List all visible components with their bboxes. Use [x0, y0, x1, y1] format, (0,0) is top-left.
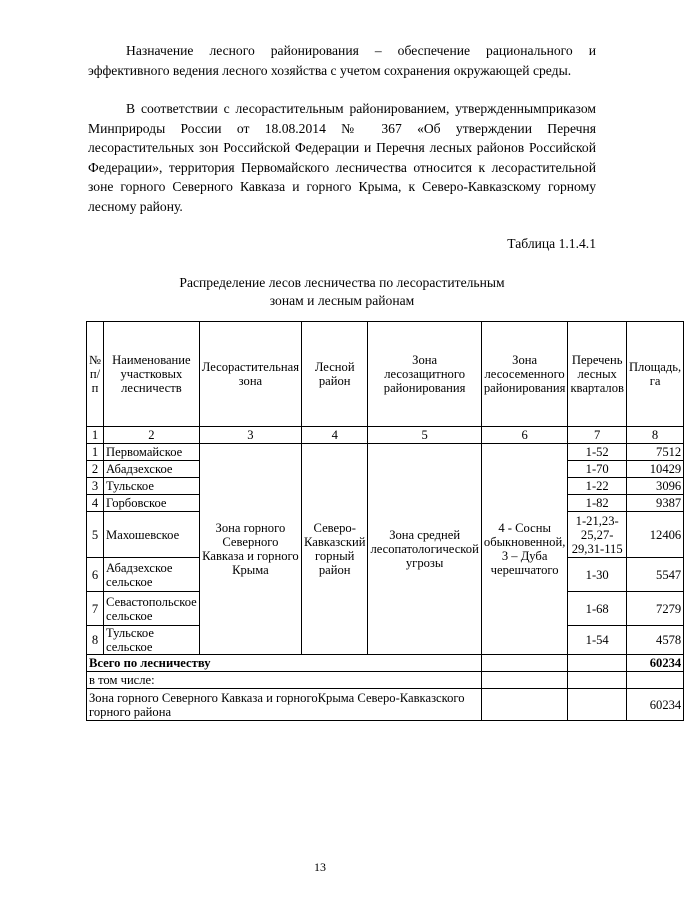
zone-row-label: Зона горного Северного Кавказа и горногоКрыма Северо-Кавказского горного района: [87, 689, 482, 721]
table-header-row: [87, 322, 684, 427]
total-label: Всего по лесничеству: [87, 655, 482, 672]
col-number: 2: [104, 427, 200, 444]
row-quarters: 1-30: [568, 558, 627, 592]
zone-row-area: 60234: [626, 689, 683, 721]
zone-row: [87, 689, 684, 721]
table-label: Таблица 1.1.4.1: [507, 236, 596, 251]
col-number: 7: [568, 427, 627, 444]
empty-cell: [626, 672, 683, 689]
row-area: 10429: [626, 461, 683, 478]
row-name: Тульское: [104, 478, 200, 495]
caption-line-2: зонам и лесным районам: [269, 293, 415, 308]
empty-cell: [481, 689, 568, 721]
row-num: 7: [87, 592, 104, 626]
column-number-row: [87, 427, 684, 444]
row-num: 8: [87, 626, 104, 655]
header-district: Лесной район: [302, 322, 368, 427]
header-quarters: Перечень лесных кварталов: [568, 322, 627, 427]
caption-line-1: Распределение лесов лесничества по лесорастительным: [179, 275, 505, 290]
col-number: 5: [368, 427, 481, 444]
row-quarters: 1-21,23-25,27-29,31-115: [568, 512, 627, 558]
row-quarters: 1-82: [568, 495, 627, 512]
row-quarters: 1-54: [568, 626, 627, 655]
row-num: 5: [87, 512, 104, 558]
row-quarters: 1-70: [568, 461, 627, 478]
header-zone: Лесорастительная зона: [199, 322, 301, 427]
col-number: 1: [87, 427, 104, 444]
row-quarters: 1-52: [568, 444, 627, 461]
header-protect: Зона лесозащитного районирования: [368, 322, 481, 427]
row-name: Горбовское: [104, 495, 200, 512]
row-area: 4578: [626, 626, 683, 655]
row-num: 1: [87, 444, 104, 461]
paragraph-zoning-decree: В соответствии с лесорастительным районированием, утвержденнымприказом Минприроды России от 18.08.2014 № 367 «Об утверждении Перечня лесорастительных зон Российской Федерации и Перечня лесных районов Российской Федерации», территория Первомайского лесничества относится к лесорастительной зоне горного Северного Кавказа и горного Крыма, к Северо-Кавказскому горному лесному району.: [88, 101, 596, 214]
row-num: 2: [87, 461, 104, 478]
total-area: 60234: [626, 655, 683, 672]
row-name: Абадзехское: [104, 461, 200, 478]
row-name: Первомайское: [104, 444, 200, 461]
row-area: 12406: [626, 512, 683, 558]
empty-cell: [568, 672, 627, 689]
forest-distribution-table: [86, 321, 684, 721]
empty-cell: [481, 672, 568, 689]
empty-cell: [568, 655, 627, 672]
row-quarters: 1-22: [568, 478, 627, 495]
paragraph-zoning-purpose: Назначение лесного районирования – обеспечение рационального и эффективного ведения лесного хозяйства с учетом сохранения окружающей среды.: [88, 43, 596, 78]
page-number: 13: [314, 860, 326, 874]
row-name: Севастопольское сельское: [104, 592, 200, 626]
row-area: 7279: [626, 592, 683, 626]
total-row: [87, 655, 684, 672]
col-number: 6: [481, 427, 568, 444]
row-area: 5547: [626, 558, 683, 592]
table-caption: [88, 274, 596, 310]
row-area: 3096: [626, 478, 683, 495]
including-row: [87, 672, 684, 689]
table-row: [87, 444, 684, 461]
merged-district: Северо-Кавказский горный район: [302, 444, 368, 655]
header-seed: Зона лесосеменного районирования: [481, 322, 568, 427]
row-num: 6: [87, 558, 104, 592]
header-name: Наименование участковых лесничеств: [104, 322, 200, 427]
merged-protect-zone: Зона средней лесопатологической угрозы: [368, 444, 481, 655]
header-num: № п/п: [87, 322, 104, 427]
row-area: 7512: [626, 444, 683, 461]
empty-cell: [481, 655, 568, 672]
row-name: Махошевское: [104, 512, 200, 558]
merged-seed-zone: 4 - Сосны обыкновенной, 3 – Дуба черешчатого: [481, 444, 568, 655]
col-number: 8: [626, 427, 683, 444]
row-area: 9387: [626, 495, 683, 512]
col-number: 3: [199, 427, 301, 444]
row-num: 3: [87, 478, 104, 495]
including-label: в том числе:: [87, 672, 482, 689]
row-name: Абадзехское сельское: [104, 558, 200, 592]
empty-cell: [568, 689, 627, 721]
row-num: 4: [87, 495, 104, 512]
row-quarters: 1-68: [568, 592, 627, 626]
merged-zone: Зона горного Северного Кавказа и горного Крыма: [199, 444, 301, 655]
row-name: Тульское сельское: [104, 626, 200, 655]
header-area: Площадь, га: [626, 322, 683, 427]
col-number: 4: [302, 427, 368, 444]
